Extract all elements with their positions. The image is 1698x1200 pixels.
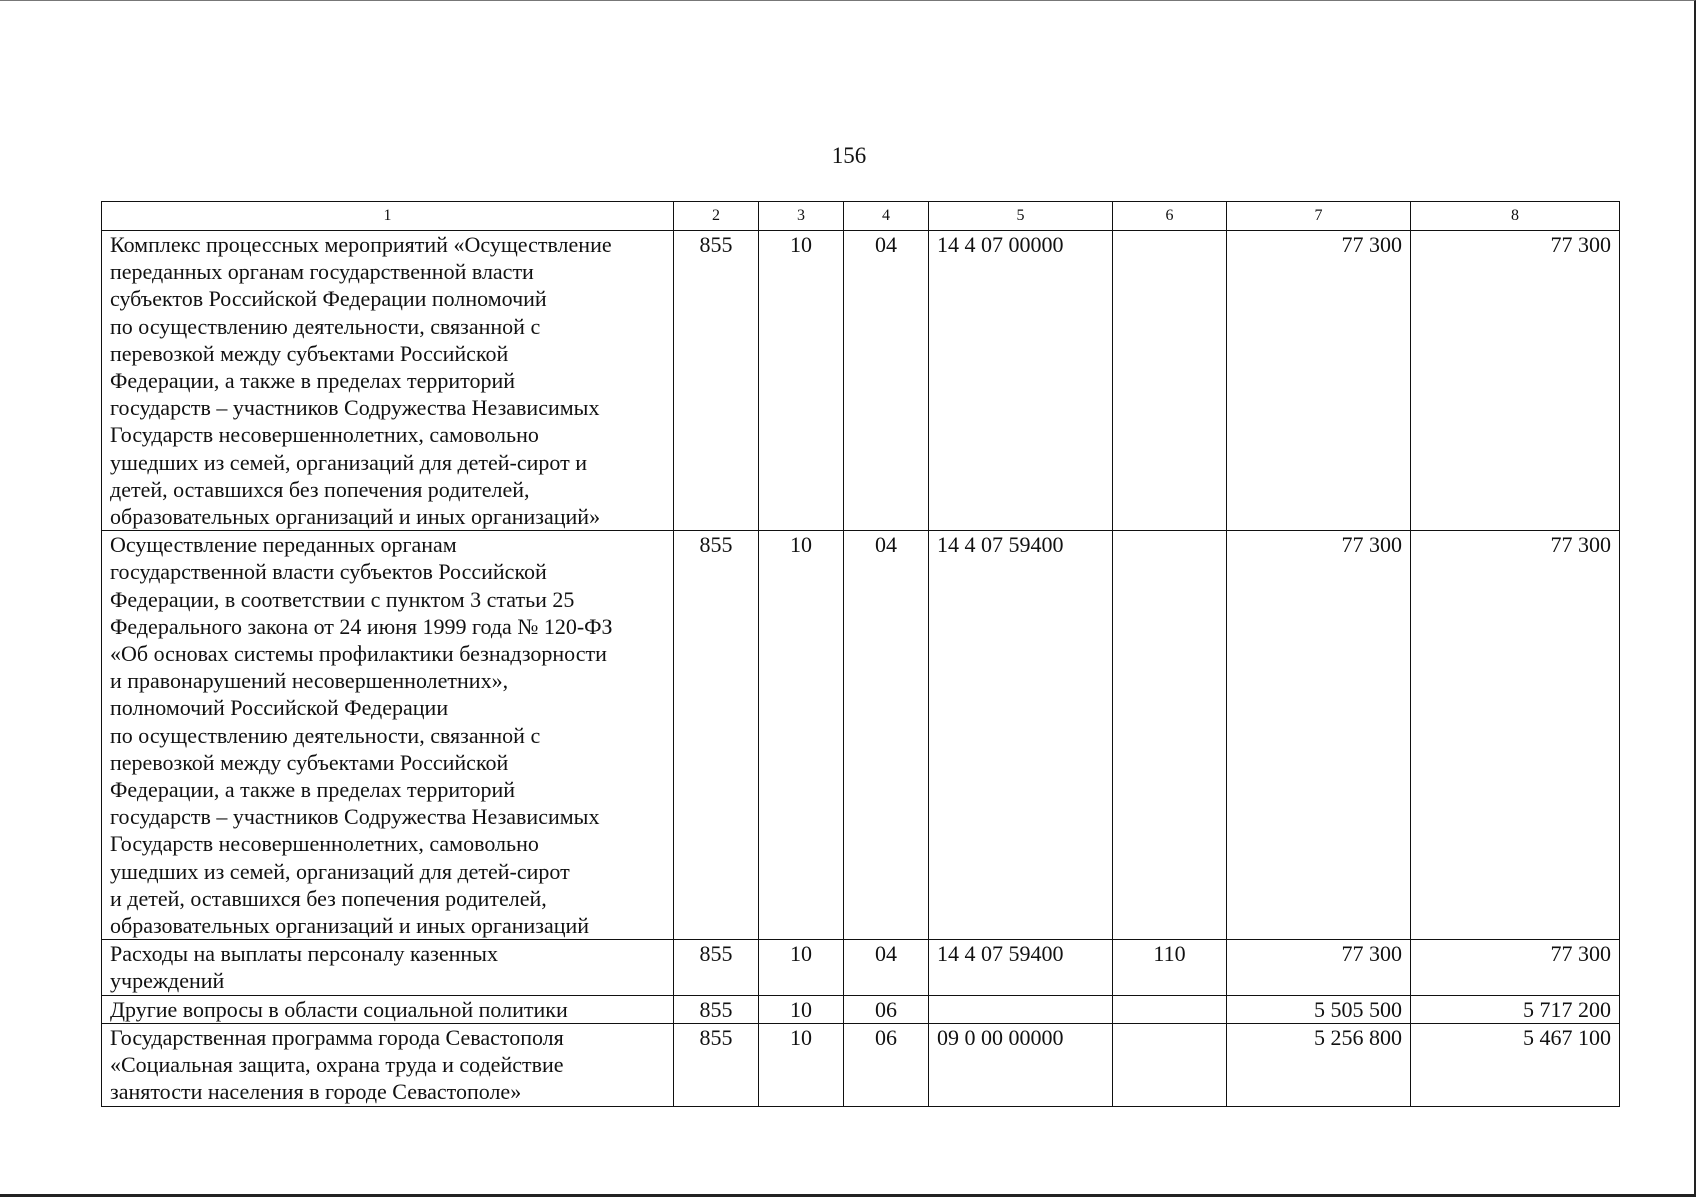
admin-code: 855 (674, 1023, 759, 1106)
admin-code: 855 (674, 531, 759, 940)
subsection-code: 06 (844, 995, 929, 1023)
admin-code: 855 (674, 940, 759, 995)
subsection-code: 04 (844, 940, 929, 995)
amount-year-2: 5 717 200 (1411, 995, 1620, 1023)
amount-year-1: 5 505 500 (1227, 995, 1411, 1023)
column-number-row (102, 202, 1620, 231)
expense-type: 110 (1113, 940, 1227, 995)
target-article: 09 0 00 00000 (929, 1023, 1113, 1106)
table-row (102, 1023, 1620, 1106)
expense-type (1113, 995, 1227, 1023)
table-row (102, 231, 1620, 531)
table-row (102, 995, 1620, 1023)
section-code: 10 (759, 1023, 844, 1106)
amount-year-1: 5 256 800 (1227, 1023, 1411, 1106)
row-name: Осуществление переданных органам государственной власти субъектов Российской Федерации, в соответствии с пунктом 3 статьи 25 Федерального закона от 24 июня 1999 года № 120-ФЗ «Об основах системы профилактики безнадзорности и правонарушений несовершеннолетних», полномочий Российской Федерации по осуществлению деятельности, связанной с перевозкой между субъектами Российской Федерации, а также в пределах территорий государств – участников Содружества Независимых Государств несовершеннолетних, самовольно ушедших из семей, организаций для детей-сирот и детей, оставшихся без попечения родителей, образовательных организаций и иных организаций (102, 531, 674, 940)
expense-type (1113, 531, 1227, 940)
amount-year-2: 77 300 (1411, 940, 1620, 995)
row-name: Расходы на выплаты персоналу казенных учреждений (102, 940, 674, 995)
amount-year-2: 77 300 (1411, 231, 1620, 531)
amount-year-2: 77 300 (1411, 531, 1620, 940)
column-number: 5 (929, 202, 1113, 231)
column-number: 1 (102, 202, 674, 231)
budget-table-body (102, 202, 1620, 1107)
row-name: Комплекс процессных мероприятий «Осуществление переданных органам государственной власти субъектов Российской Федерации полномочий по осуществлению деятельности, связанной с перевозкой между субъектами Российской Федерации, а также в пределах территорий государств – участников Содружества Независимых Государств несовершеннолетних, самовольно ушедших из семей, организаций для детей-сирот и детей, оставшихся без попечения родителей, образовательных организаций и иных организаций» (102, 231, 674, 531)
target-article: 14 4 07 00000 (929, 231, 1113, 531)
amount-year-1: 77 300 (1227, 531, 1411, 940)
target-article: 14 4 07 59400 (929, 531, 1113, 940)
expense-type (1113, 231, 1227, 531)
amount-year-1: 77 300 (1227, 231, 1411, 531)
admin-code: 855 (674, 995, 759, 1023)
row-name: Государственная программа города Севастополя «Социальная защита, охрана труда и содействие занятости населения в городе Севастополе» (102, 1023, 674, 1106)
section-code: 10 (759, 940, 844, 995)
budget-table (101, 201, 1620, 1107)
column-number: 3 (759, 202, 844, 231)
amount-year-1: 77 300 (1227, 940, 1411, 995)
section-code: 10 (759, 531, 844, 940)
subsection-code: 04 (844, 231, 929, 531)
row-name: Другие вопросы в области социальной политики (102, 995, 674, 1023)
section-code: 10 (759, 995, 844, 1023)
column-number: 7 (1227, 202, 1411, 231)
subsection-code: 06 (844, 1023, 929, 1106)
target-article (929, 995, 1113, 1023)
table-row (102, 531, 1620, 940)
target-article: 14 4 07 59400 (929, 940, 1113, 995)
column-number: 8 (1411, 202, 1620, 231)
column-number: 6 (1113, 202, 1227, 231)
amount-year-2: 5 467 100 (1411, 1023, 1620, 1106)
column-number: 2 (674, 202, 759, 231)
column-number: 4 (844, 202, 929, 231)
page-number: 156 (831, 143, 867, 168)
section-code: 10 (759, 231, 844, 531)
admin-code: 855 (674, 231, 759, 531)
subsection-code: 04 (844, 531, 929, 940)
table-row (102, 940, 1620, 995)
expense-type (1113, 1023, 1227, 1106)
